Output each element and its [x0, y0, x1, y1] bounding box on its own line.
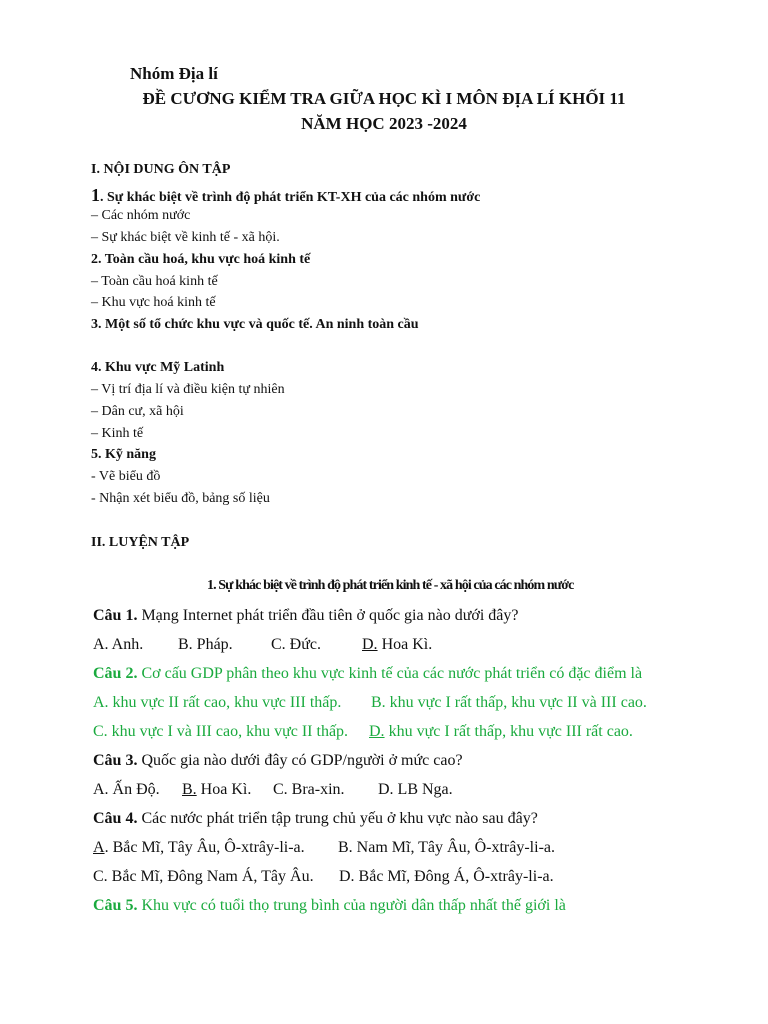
- question-3-options: [93, 781, 693, 803]
- topic-5-item: - Nhận xét biểu đồ, bảng số liệu: [91, 491, 270, 506]
- topic-4-heading: 4. Khu vực Mỹ Latinh: [91, 360, 225, 375]
- option-d: D. Bắc Mĩ, Đông Á, Ô-xtrây-li-a.: [339, 868, 554, 885]
- topic-4-item: – Kinh tế: [91, 426, 144, 441]
- question-3: [93, 752, 463, 770]
- question-2: [93, 665, 642, 683]
- question-4: [93, 810, 538, 828]
- section-1-heading: I. NỘI DUNG ÔN TẬP: [91, 162, 231, 177]
- question-1-options: [93, 636, 693, 658]
- topic-1-item: – Sự khác biệt về kinh tế - xã hội.: [91, 230, 280, 245]
- option-a: A. khu vực II rất cao, khu vực III thấp.: [93, 694, 342, 711]
- option-text: Hoa Kì.: [196, 781, 252, 798]
- option-a: A. Ấn Độ.: [93, 781, 160, 798]
- question-text: Quốc gia nào dưới đây có GDP/người ở mức cao?: [137, 752, 463, 769]
- question-label: Câu 2.: [93, 665, 138, 682]
- option-text: khu vực I rất thấp, khu vực III rất cao.: [384, 723, 633, 740]
- option-d: [362, 636, 432, 654]
- topic-1-heading: [91, 185, 480, 206]
- option-c: C. Bra-xin.: [273, 781, 345, 798]
- question-1: [93, 607, 518, 625]
- option-text: . Bắc Mĩ, Tây Âu, Ô-xtrây-li-a.: [104, 839, 305, 856]
- answer-marker: D.: [362, 636, 378, 653]
- topic-5-item: - Vẽ biểu đồ: [91, 469, 161, 484]
- topic-1-text: . Sự khác biệt về trình độ phát triển KT-XH của các nhóm nước: [100, 190, 481, 205]
- option-b: B. Pháp.: [178, 636, 233, 653]
- question-4-options-row2: [93, 868, 693, 890]
- topic-3-heading: 3. Một số tổ chức khu vực và quốc tế. An ninh toàn cầu: [91, 317, 419, 332]
- group-name: Nhóm Địa lí: [130, 64, 218, 83]
- question-2-options-row2: [93, 723, 693, 745]
- option-b: B. khu vực I rất thấp, khu vực II và III cao.: [371, 694, 647, 711]
- answer-marker: B.: [182, 781, 197, 798]
- topic-1-number: 1: [91, 185, 100, 205]
- option-b: B. Nam Mĩ, Tây Âu, Ô-xtrây-li-a.: [338, 839, 555, 856]
- question-2-options-row1: [93, 694, 693, 716]
- document-title: ĐỀ CƯƠNG KIỂM TRA GIỮA HỌC KÌ I MÔN ĐỊA LÍ KHỐI 11: [142, 89, 626, 108]
- option-text: Hoa Kì.: [377, 636, 433, 653]
- section-2-heading: II. LUYỆN TẬP: [91, 535, 190, 550]
- topic-2-heading: 2. Toàn cầu hoá, khu vực hoá kinh tế: [91, 252, 311, 267]
- option-d: [369, 723, 633, 741]
- answer-marker: A: [93, 839, 105, 856]
- question-label: Câu 4.: [93, 810, 138, 827]
- topic-1-item: – Các nhóm nước: [91, 208, 191, 223]
- question-5: [93, 897, 566, 915]
- question-text: Cơ cấu GDP phân theo khu vực kinh tế của các nước phát triển có đặc điểm là: [137, 665, 643, 682]
- topic-2-item: – Khu vực hoá kinh tế: [91, 295, 216, 310]
- option-d: D. LB Nga.: [378, 781, 453, 798]
- question-label: Câu 5.: [93, 897, 138, 914]
- option-b: [182, 781, 251, 799]
- question-label: Câu 3.: [93, 752, 138, 769]
- school-year: NĂM HỌC 2023 -2024: [301, 114, 467, 133]
- question-text: Khu vực có tuổi thọ trung bình của người dân thấp nhất thế giới là: [137, 897, 566, 914]
- topic-4-item: – Vị trí địa lí và điều kiện tự nhiên: [91, 382, 285, 397]
- topic-4-item: – Dân cư, xã hội: [91, 404, 184, 419]
- question-label: Câu 1.: [93, 607, 138, 624]
- topic-5-heading: 5. Kỹ năng: [91, 447, 156, 462]
- option-a: A. Anh.: [93, 636, 144, 653]
- practice-subheading: 1. Sự khác biệt về trình độ phát triển kinh tế - xã hội của các nhóm nước: [207, 578, 574, 593]
- question-text: Mạng Internet phát triển đầu tiên ở quốc gia nào dưới đây?: [137, 607, 519, 624]
- answer-marker: D.: [369, 723, 385, 740]
- option-a: [93, 839, 305, 857]
- option-c: C. Đức.: [271, 636, 321, 653]
- question-text: Các nước phát triển tập trung chủ yếu ở khu vực nào sau đây?: [137, 810, 538, 827]
- question-4-options-row1: [93, 839, 693, 861]
- topic-2-item: – Toàn cầu hoá kinh tế: [91, 274, 218, 289]
- option-c: C. khu vực I và III cao, khu vực II thấp.: [93, 723, 349, 740]
- option-c: C. Bắc Mĩ, Đông Nam Á, Tây Âu.: [93, 868, 314, 885]
